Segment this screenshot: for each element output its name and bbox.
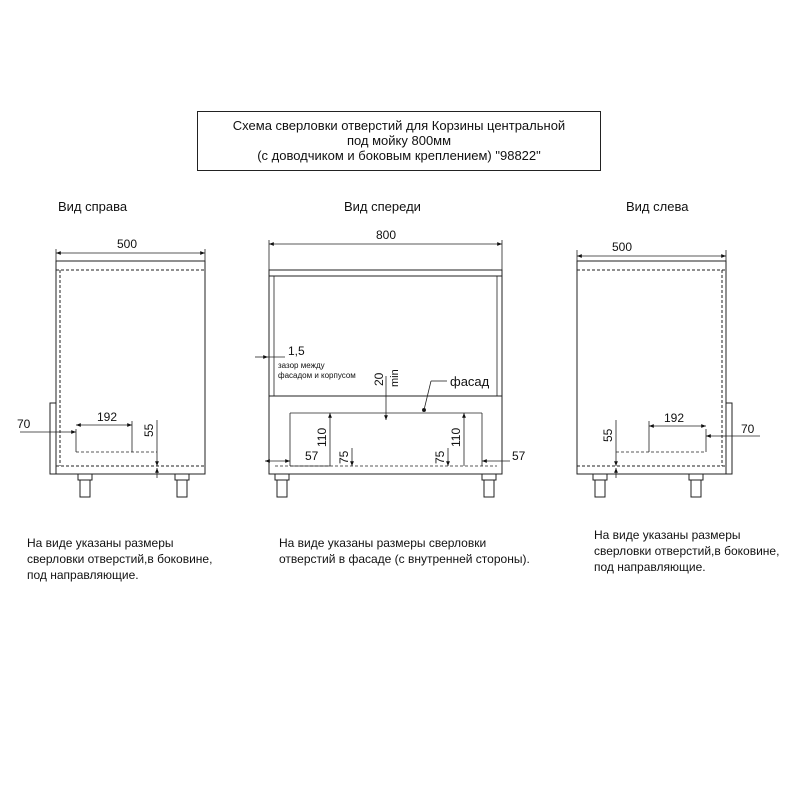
left-spacing-label: 192 — [664, 411, 685, 425]
title-line-3: (с доводчиком и боковым креплением) "98822" — [257, 148, 541, 163]
front-min-gap-label: 20 — [372, 372, 386, 386]
title-line-1: Схема сверловки отверстий для Корзины центральной — [232, 118, 566, 133]
front-foot-2 — [482, 474, 496, 480]
front-bottom-left-label: 75 — [337, 450, 351, 464]
front-edge-left-label: 57 — [305, 449, 319, 463]
right-height-label: 55 — [142, 423, 156, 437]
title-line-2: под мойку 800мм — [346, 133, 452, 148]
right-side-panel — [56, 261, 205, 474]
left-width-label: 500 — [612, 240, 633, 254]
right-note-line-1: На виде указаны размеры — [27, 536, 174, 550]
front-width-label: 800 — [376, 228, 397, 242]
facade-panel — [269, 396, 502, 474]
left-note-line-3: под направляющие. — [594, 560, 706, 574]
left-foot-1-base — [595, 480, 605, 497]
front-gap-note-2: фасадом и корпусом — [278, 371, 356, 380]
left-note-line-1: На виде указаны размеры — [594, 528, 741, 542]
right-view-drawing — [20, 249, 205, 497]
left-side-panel — [577, 261, 726, 474]
facade-label: фасад — [450, 374, 490, 389]
front-foot-2-base — [484, 480, 494, 497]
right-offset-label: 70 — [17, 417, 31, 431]
right-view-title: Вид справа — [58, 199, 128, 214]
front-foot-1 — [275, 474, 289, 480]
right-foot-1-base — [80, 480, 90, 497]
front-min-label: min — [389, 369, 401, 387]
right-width-label: 500 — [117, 237, 138, 251]
left-view-note — [594, 527, 779, 575]
left-note-line-2: сверловки отверстий,в боковине, — [594, 544, 780, 558]
right-foot-2-base — [177, 480, 187, 497]
right-foot-2 — [175, 474, 189, 480]
right-view-note — [27, 535, 212, 583]
front-gap-label: 1,5 — [288, 344, 305, 358]
left-foot-1 — [593, 474, 607, 480]
front-view-note — [279, 535, 530, 567]
left-foot-2 — [689, 474, 703, 480]
front-hole-height-left-label: 110 — [315, 427, 329, 447]
front-view-title: Вид спереди — [344, 199, 421, 214]
left-back-strip — [726, 403, 732, 474]
left-foot-2-base — [691, 480, 701, 497]
front-note-line-1: На виде указаны размеры сверловки — [279, 536, 487, 550]
front-foot-1-base — [277, 480, 287, 497]
front-bottom-right-label: 75 — [433, 450, 447, 464]
front-edge-right-label: 57 — [512, 449, 526, 463]
front-note-line-2: отверстий в фасаде (с внутренней стороны). — [279, 552, 530, 566]
left-view-drawing — [577, 250, 760, 497]
right-note-line-3: под направляющие. — [27, 568, 139, 582]
right-foot-1 — [78, 474, 92, 480]
front-hole-height-right-label: 110 — [449, 427, 463, 447]
right-back-strip — [50, 403, 56, 474]
front-top-rail — [269, 270, 502, 276]
left-view-title: Вид слева — [626, 199, 689, 214]
right-note-line-2: сверловки отверстий,в боковине, — [27, 552, 213, 566]
left-height-label: 55 — [601, 428, 615, 442]
right-spacing-label: 192 — [97, 410, 118, 424]
left-offset-label: 70 — [741, 422, 755, 436]
front-gap-note-1: зазор между — [278, 361, 325, 370]
